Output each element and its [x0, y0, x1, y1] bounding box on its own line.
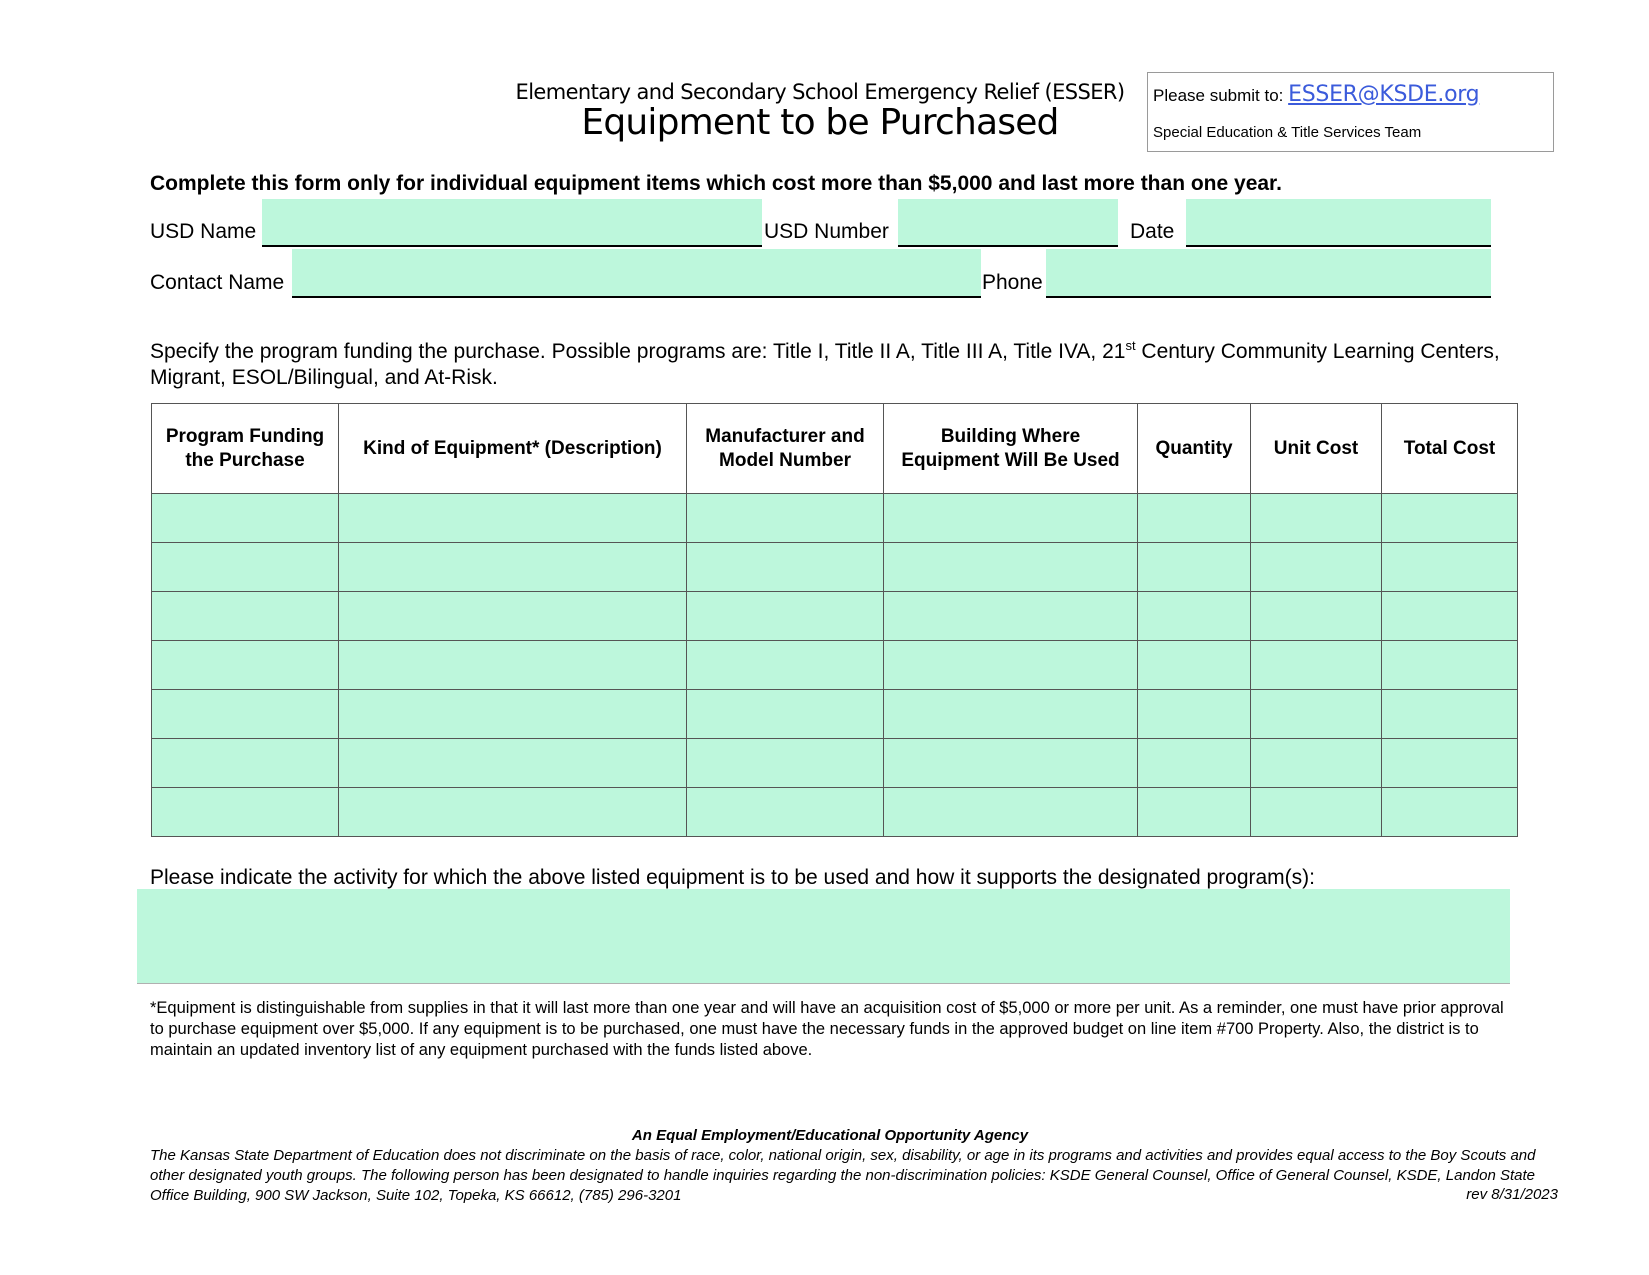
form-subtitle: Elementary and Secondary School Emergency Relief (ESSER)	[515, 80, 1125, 104]
table-row	[152, 543, 1518, 592]
table-cell-input[interactable]	[1382, 641, 1518, 690]
phone-label: Phone	[982, 271, 1043, 294]
table-cell-input[interactable]	[1382, 592, 1518, 641]
eeo-title: An Equal Employment/Educational Opportunity Agency	[631, 1127, 1029, 1144]
table-cell-input[interactable]	[687, 788, 884, 837]
activity-field[interactable]	[137, 889, 1510, 984]
table-cell-input[interactable]	[1251, 739, 1382, 788]
table-cell-input[interactable]	[339, 788, 687, 837]
table-cell-input[interactable]	[687, 739, 884, 788]
table-cell-input[interactable]	[1251, 690, 1382, 739]
submit-team: Special Education & Title Services Team	[1153, 124, 1422, 141]
instruction-text: Complete this form only for individual equipment items which cost more than $5,000 and last more than one year.	[150, 172, 1282, 195]
form-title: Equipment to be Purchased	[581, 102, 1059, 143]
table-cell-input[interactable]	[884, 739, 1138, 788]
table-cell-input[interactable]	[339, 592, 687, 641]
table-cell-input[interactable]	[687, 543, 884, 592]
table-cell-input[interactable]	[152, 690, 339, 739]
table-cell-input[interactable]	[1138, 641, 1251, 690]
col-header-program: Program Funding the Purchase	[152, 404, 339, 494]
table-cell-input[interactable]	[687, 690, 884, 739]
usd-number-field[interactable]	[898, 199, 1118, 247]
table-cell-input[interactable]	[339, 543, 687, 592]
table-cell-input[interactable]	[884, 592, 1138, 641]
table-cell-input[interactable]	[884, 543, 1138, 592]
table-row	[152, 592, 1518, 641]
phone-field[interactable]	[1046, 249, 1491, 298]
col-header-building: Building Where Equipment Will Be Used	[884, 404, 1138, 494]
table-row	[152, 739, 1518, 788]
table-row	[152, 788, 1518, 837]
table-cell-input[interactable]	[1251, 494, 1382, 543]
table-cell-input[interactable]	[339, 641, 687, 690]
eeo-statement: The Kansas State Department of Education does not discriminate on the basis of race, color, national origin, sex, disability, or age in its programs and activities and provides equal access to the Boy Scouts and other designated youth groups. The following person has been designated to handle inquiries regarding the non-discrimination policies: KSDE General Counsel, Office of General Counsel, KSDE, Landon State Office Building, 900 SW Jackson, Suite 102, Topeka, KS 66612, (785) 296-3201	[150, 1147, 1536, 1204]
table-cell-input[interactable]	[339, 690, 687, 739]
table-cell-input[interactable]	[884, 641, 1138, 690]
table-cell-input[interactable]	[1251, 641, 1382, 690]
table-cell-input[interactable]	[1138, 592, 1251, 641]
contact-name-field[interactable]	[292, 249, 981, 298]
table-cell-input[interactable]	[884, 788, 1138, 837]
program-instructions	[150, 339, 1530, 391]
table-cell-input[interactable]	[152, 788, 339, 837]
program-text-b: Century Community Learning Centers, Migrant, ESOL/Bilingual, and At-Risk.	[150, 340, 1500, 389]
submit-line	[1153, 82, 1479, 107]
contact-name-label: Contact Name	[150, 271, 285, 294]
table-cell-input[interactable]	[1138, 788, 1251, 837]
submit-label: Please submit to:	[1153, 86, 1284, 105]
table-row	[152, 641, 1518, 690]
table-cell-input[interactable]	[1251, 543, 1382, 592]
table-cell-input[interactable]	[152, 641, 339, 690]
usd-number-label: USD Number	[764, 220, 889, 243]
equipment-table-body	[152, 494, 1518, 837]
usd-name-field[interactable]	[262, 199, 762, 247]
col-header-total-cost: Total Cost	[1382, 404, 1518, 494]
usd-name-label: USD Name	[150, 220, 257, 243]
table-cell-input[interactable]	[1138, 543, 1251, 592]
equipment-footnote: *Equipment is distinguishable from supplies in that it will last more than one year and will have an acquisition cost of $5,000 or more per unit. As a reminder, one must have prior approval to purchase equipment over $5,000. If any equipment is to be purchased, one must have the necessary funds in the approved budget on line item #700 Property. Also, the district is to maintain an updated inventory list of any equipment purchased with the funds listed above.	[150, 999, 1504, 1059]
activity-label: Please indicate the activity for which the above listed equipment is to be used and how it supports the designated program(s):	[150, 866, 1315, 889]
table-cell-input[interactable]	[152, 739, 339, 788]
table-cell-input[interactable]	[687, 592, 884, 641]
table-cell-input[interactable]	[1138, 739, 1251, 788]
date-label: Date	[1130, 220, 1175, 243]
col-header-equipment-kind: Kind of Equipment* (Description)	[339, 404, 687, 494]
table-cell-input[interactable]	[884, 494, 1138, 543]
table-cell-input[interactable]	[339, 739, 687, 788]
program-text-sup: st	[1125, 338, 1136, 353]
equipment-table	[151, 403, 1518, 837]
table-row	[152, 494, 1518, 543]
table-cell-input[interactable]	[1138, 690, 1251, 739]
table-cell-input[interactable]	[1382, 739, 1518, 788]
col-header-manufacturer-model: Manufacturer and Model Number	[687, 404, 884, 494]
table-cell-input[interactable]	[687, 641, 884, 690]
table-cell-input[interactable]	[339, 494, 687, 543]
revision-date: rev 8/31/2023	[1466, 1186, 1558, 1203]
table-cell-input[interactable]	[152, 494, 339, 543]
table-cell-input[interactable]	[1382, 494, 1518, 543]
table-cell-input[interactable]	[1382, 543, 1518, 592]
table-cell-input[interactable]	[1382, 788, 1518, 837]
table-cell-input[interactable]	[687, 494, 884, 543]
table-row	[152, 690, 1518, 739]
date-field[interactable]	[1186, 199, 1491, 247]
program-text-a: Specify the program funding the purchase. Possible programs are: Title I, Title II A, Title III A, Title IVA, 21	[150, 340, 1126, 363]
table-header-row	[152, 404, 1518, 494]
table-cell-input[interactable]	[1138, 494, 1251, 543]
table-cell-input[interactable]	[884, 690, 1138, 739]
table-cell-input[interactable]	[1251, 592, 1382, 641]
table-cell-input[interactable]	[152, 592, 339, 641]
col-header-unit-cost: Unit Cost	[1251, 404, 1382, 494]
table-cell-input[interactable]	[152, 543, 339, 592]
table-cell-input[interactable]	[1251, 788, 1382, 837]
submit-email-link[interactable]: ESSER@KSDE.org	[1288, 82, 1480, 107]
col-header-quantity: Quantity	[1138, 404, 1251, 494]
table-cell-input[interactable]	[1382, 690, 1518, 739]
